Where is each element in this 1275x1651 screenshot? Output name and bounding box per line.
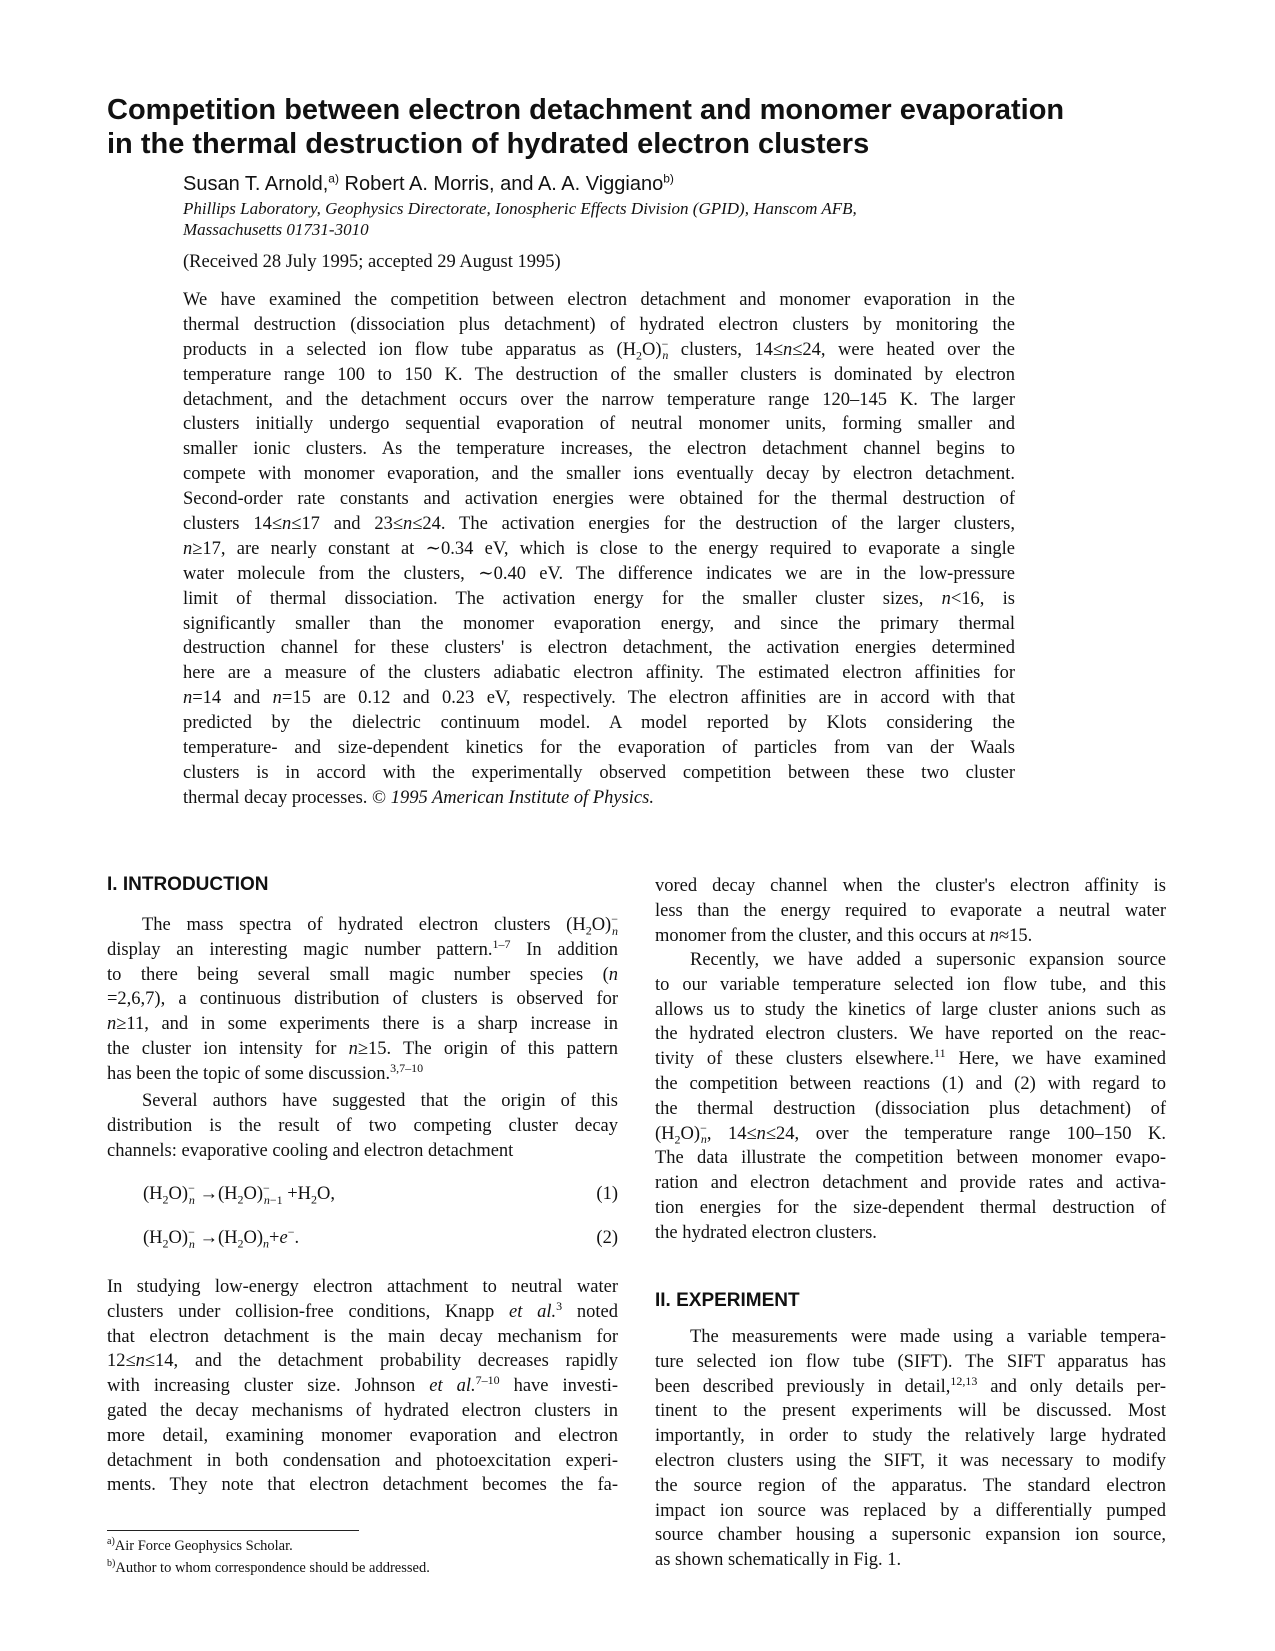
- paper-title: [107, 93, 1127, 161]
- footnote-b: $^{b)}$Author to whom correspondence should be addressed.: [107, 1558, 430, 1576]
- intro-paragraph-4: Recently, we have added a supersonic expansion source to our variable temperature selected ion flow tube, and this allows us to study the kinetics of large cluster anions such as the hydrated electron clusters. We have reported on the reac- tivity of these clusters elsewhere.$^{11}$ Here, we have examined the competition between reactions (1) and (2) with regard to the thermal destruction (dissociation plus detachment) of $(H_2O)^-_n$, 14≤n≤24, over the temperature range 100–150 K. The data illustrate the competition between monomer evapo- ration and electron detachment and provide rates and activa- tion energies for the size-dependent thermal destruction of the hydrated electron clusters.: [655, 950, 1166, 1243]
- intro-paragraph-2: Several authors have suggested that the origin of this distribution is the result of two competing cluster decay channels: evaporative cooling and electron detachment: [107, 1091, 618, 1161]
- title-line-1: Competition between electron detachment and monomer evaporation: [107, 94, 1065, 126]
- equation-2: $(H_2O)^-_n \to(H_2O)_n+e^-$. (2): [143, 1224, 618, 1251]
- author-list: Susan T. Arnold,$^{a)}$ Robert A. Morris, and A. A. Viggiano$^{b)}$: [183, 171, 674, 195]
- title-line-2: in the thermal destruction of hydrated electron clusters: [107, 128, 870, 160]
- abstract: We have examined the competition between electron detachment and monomer evaporation in the thermal destruction (dissociation plus detachment) of hydrated electron clusters by monitoring the products in a selected ion flow tube apparatus as $(H_2O)^-_n$ clusters, 14≤n≤24, were heated over the temperature range 100 to 150 K. The destruction of the smaller clusters is dominated by electron detachment, and the detachment occurs over the narrow temperature range 120–145 K. The larger clusters initially undergo sequential evaporation of neutral monomer units, forming smaller and smaller ionic clusters. As the temperature increases, the electron detachment channel begins to compete with monomer evaporation, and the smaller ions eventually decay by electron detachment. Second-order rate constants and activation energies were obtained for the thermal destruction of clusters 14≤n≤17 and 23≤n≤24. The activation energies for the destruction of the larger clusters, n≥17, are nearly constant at ∼0.34 eV, which is close to the energy required to evaporate a single water molecule from the clusters, ∼0.40 eV. The difference indicates we are in the low-pressure limit of thermal dissociation. The activation energy for the smaller cluster sizes, n<16, is significantly smaller than the monomer evaporation energy, and since the primary thermal destruction channel for these clusters' is electron detachment, the activation energies determined here are a measure of the clusters adiabatic electron affinity. The estimated electron affinities for n=14 and n=15 are 0.12 and 0.23 eV, respectively. The electron affinities are in accord with that predicted by the dielectric continuum model. A model reported by Klots considering the temperature- and size-dependent kinetics for the evaporation of particles from van der Waals clusters is in accord with the experimentally observed competition between these two cluster thermal decay processes. © 1995 American Institute of Physics.: [183, 290, 1016, 808]
- experiment-paragraph-1: The measurements were made using a variable tempera- ture selected ion flow tube (SIFT). The SIFT apparatus has been described previously in detail,$^{12,13}$ and only details per- tinent to the present experiments will be discussed. Most importantly, in order to study the relatively large hydrated electron clusters using the SIFT, it was necessary to modify the source region of the apparatus. The standard electron impact ion source was replaced by a differentially pumped source chamber housing a supersonic expansion ion source, as shown schematically in Fig. 1.: [655, 1327, 1166, 1571]
- section-heading-experiment: II. EXPERIMENT: [655, 1290, 800, 1311]
- footnote-a: $^{a)}$Air Force Geophysics Scholar.: [107, 1536, 293, 1554]
- section-heading-introduction: I. INTRODUCTION: [107, 874, 269, 895]
- intro-paragraph-3: In studying low-energy electron attachment to neutral water clusters under collision-free conditions, Knapp et al.$^3$ noted that electron detachment is the main decay mechanism for 12≤n≤14, and the detachment probability decreases rapidly with increasing cluster size. Johnson et al.$^{7-10}$ have investi- gated the decay mechanisms of hydrated electron clusters in more detail, examining monomer evaporation and electron detachment in both condensation and photoexcitation experi- ments. They note that electron detachment becomes the fa-: [107, 1277, 619, 1496]
- intro-paragraph-3-continued: vored decay channel when the cluster's electron affinity is less than the energy required to evaporate a neutral water monomer from the cluster, and this occurs at n≈15.: [655, 876, 1166, 946]
- affiliation: Phillips Laboratory, Geophysics Directorate, Ionospheric Effects Division (GPID), Hanscom AFB, Massachusetts 01731-3010: [183, 199, 857, 239]
- equation-1: $(H_2O)^-_n \to(H_2O)^-_{n-1} +H_2O$, (1): [143, 1180, 618, 1207]
- footnote-rule: [107, 1530, 359, 1531]
- received-date: (Received 28 July 1995; accepted 29 August 1995): [183, 252, 561, 272]
- equation-1-number: (1): [596, 1184, 618, 1204]
- equation-2-number: (2): [596, 1228, 618, 1248]
- intro-paragraph-1: The mass spectra of hydrated electron clusters $(H_2O)^-_n$ display an interesting magic number pattern.$^{1-7}$ In addition to there being several small magic number species (n =2,6,7), a continuous distribution of clusters is observed for n≥11, and in some experiments there is a sharp increase in the cluster ion intensity for n≥15. The origin of this pattern has been the topic of some discussion.$^{3,7-10}$: [107, 911, 619, 1084]
